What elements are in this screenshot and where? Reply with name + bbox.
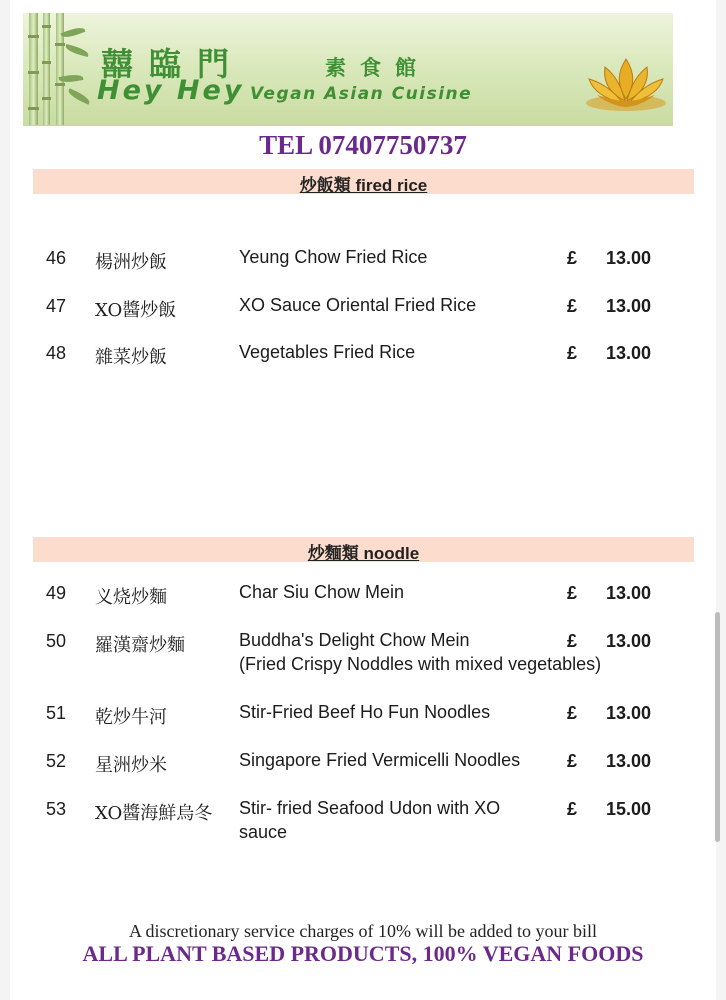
item-number: 50 [46, 631, 67, 651]
item-currency: £ [567, 343, 578, 363]
item-chinese-name: 羅漢齋炒麵 [95, 635, 185, 656]
item-chinese-name: XO醬海鮮烏冬 [95, 803, 213, 824]
item-english-name: Char Siu Chow Mein [239, 582, 405, 602]
english-name-main: Hey Hey [97, 75, 245, 106]
telephone-number: TEL 07407750737 [259, 130, 467, 160]
item-price: 13.00 [606, 248, 652, 268]
item-price: 13.00 [606, 343, 652, 363]
vegan-slogan: ALL PLANT BASED PRODUCTS, 100% VEGAN FOODS [82, 941, 644, 966]
item-english-name: Buddha's Delight Chow Mein [239, 630, 470, 650]
item-currency: £ [567, 799, 578, 819]
item-currency: £ [567, 583, 578, 603]
bamboo-stalk-graphic [29, 13, 38, 125]
item-currency: £ [567, 248, 578, 268]
item-english-name: Stir- fried Seafood Udon with XO sauce [239, 798, 501, 842]
item-description: (Fried Crispy Noddles with mixed vegetables) [239, 654, 602, 674]
section-title: 炒麵類 noodle [307, 544, 420, 563]
section-header-noodle [33, 537, 694, 562]
bamboo-leaf-graphic [61, 25, 86, 40]
restaurant-banner [23, 13, 673, 126]
item-number: 47 [46, 296, 67, 316]
item-price: 13.00 [606, 296, 652, 316]
service-charge-note: A discretionary service charges of 10% will be added to your bill [128, 921, 598, 941]
bamboo-stalk-graphic [43, 13, 50, 125]
item-english-name: Vegetables Fried Rice [239, 342, 416, 362]
item-currency: £ [567, 751, 578, 771]
item-chinese-name: XO醬炒飯 [95, 300, 177, 321]
item-price: 13.00 [606, 583, 652, 603]
bamboo-stalk-graphic [56, 13, 64, 125]
item-chinese-name: 楊洲炒飯 [95, 252, 167, 273]
chinese-restaurant-subtitle: 素食館 [325, 56, 430, 80]
bamboo-leaf-graphic [67, 88, 92, 104]
english-name-sub: Vegan Asian Cuisine [250, 84, 473, 104]
lotus-flower-icon [583, 55, 669, 113]
vertical-scrollbar[interactable] [715, 612, 720, 842]
item-english-name: Stir-Fried Beef Ho Fun Noodles [239, 702, 491, 722]
item-currency: £ [567, 296, 578, 316]
english-restaurant-name [97, 75, 472, 106]
item-price: 13.00 [606, 751, 652, 771]
item-number: 46 [46, 248, 67, 268]
item-number: 48 [46, 343, 67, 363]
item-english-name: Singapore Fried Vermicelli Noodles [239, 750, 521, 770]
item-number: 53 [46, 799, 67, 819]
section-header-fried-rice [33, 169, 694, 194]
item-price: 13.00 [606, 631, 652, 651]
bamboo-leaf-graphic [65, 44, 90, 57]
item-price: 15.00 [606, 799, 652, 819]
item-currency: £ [567, 703, 578, 723]
item-currency: £ [567, 631, 578, 651]
item-number: 51 [46, 703, 67, 723]
section-title: 炒飯類 fired rice [299, 176, 428, 195]
chinese-restaurant-name: 囍臨門 [101, 45, 246, 83]
item-english-name: XO Sauce Oriental Fried Rice [239, 295, 477, 315]
item-chinese-name: 星洲炒米 [95, 755, 167, 776]
item-english-name: Yeung Chow Fried Rice [239, 247, 428, 267]
item-chinese-name: 义烧炒麵 [95, 587, 167, 608]
item-number: 52 [46, 751, 67, 771]
item-chinese-name: 雜菜炒飯 [95, 347, 167, 368]
item-chinese-name: 乾炒牛河 [95, 707, 167, 728]
item-price: 13.00 [606, 703, 652, 723]
item-number: 49 [46, 583, 67, 603]
